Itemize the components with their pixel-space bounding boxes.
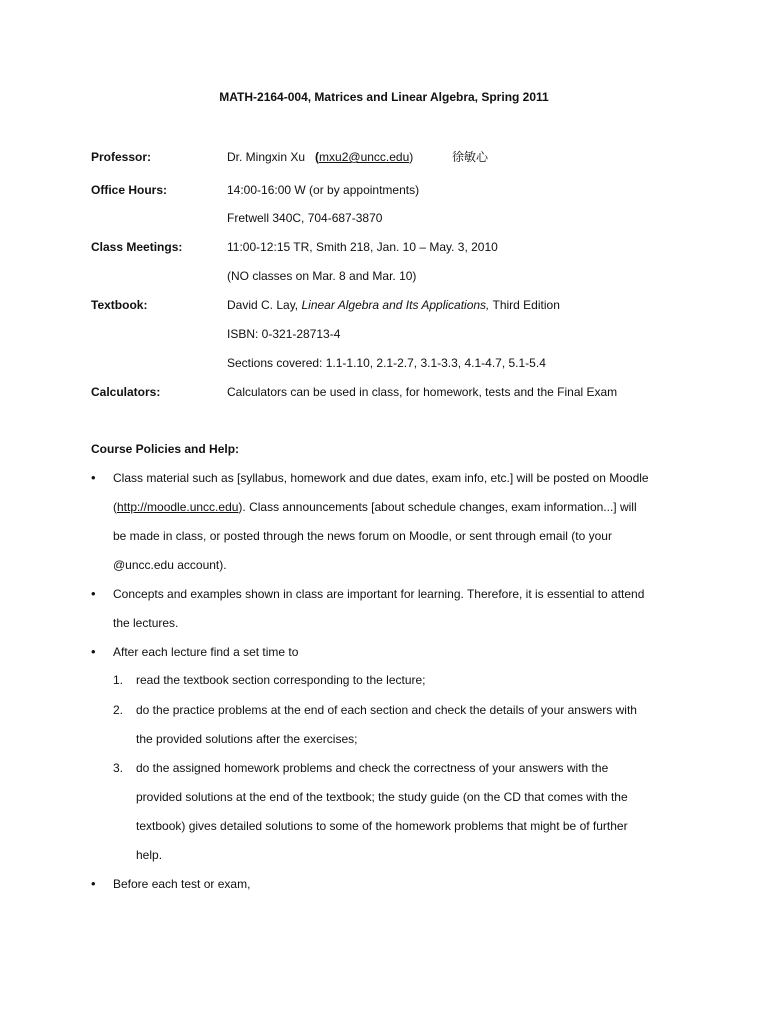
class-meetings-schedule: 11:00-12:15 TR, Smith 218, Jan. 10 – May. 3, 2010 [227,240,498,254]
professor-label: Professor: [91,150,152,164]
numbered-2-line-2: the provided solutions after the exercises; [136,732,358,746]
office-hours-time: 14:00-16:00 W (or by appointments) [227,183,420,197]
moodle-link[interactable]: http://moodle.uncc.edu [117,500,239,514]
bullet-1-line-3: be made in class, or posted through the news forum on Moodle, or sent through email (to your [113,529,612,543]
textbook-citation [227,297,560,313]
calculators-text: Calculators can be used in class, for homework, tests and the Final Exam [227,385,618,399]
bullet-icon: • [91,470,96,485]
office-hours-label: Office Hours: [91,183,168,197]
list-number-3: 3. [113,761,124,775]
bullet-1-line-2-rest: ). Class announcements [about schedule changes, exam information...] will [238,500,637,514]
professor-chinese-name: 徐敏心 [452,150,489,164]
numbered-3-line-2: provided solutions at the end of the textbook; the study guide (on the CD that comes with the [136,790,628,804]
bullet-2-line-2: the lectures. [113,616,179,630]
class-meetings-note: (NO classes on Mar. 8 and Mar. 10) [227,269,417,283]
professor-value [227,149,413,165]
email-close-paren: ) [409,150,414,164]
bullet-1-line-2 [113,499,637,515]
textbook-isbn: ISBN: 0-321-28713-4 [227,327,341,341]
numbered-3-line-3: textbook) gives detailed solutions to some of the homework problems that might be of further [136,819,628,833]
bullet-1-line-1: Class material such as [syllabus, homework and due dates, exam info, etc.] will be posted on Moodle [113,471,649,485]
textbook-author: David C. Lay, [227,298,302,312]
list-number-2: 2. [113,703,124,717]
bullet-icon: • [91,876,96,891]
professor-name: Dr. Mingxin Xu [227,150,306,164]
office-location: Fretwell 340C, 704-687-3870 [227,211,383,225]
numbered-3-line-1: do the assigned homework problems and check the correctness of your answers with the [136,761,609,775]
bullet-2-line-1: Concepts and examples shown in class are important for learning. Therefore, it is essential to attend [113,587,645,601]
email-open-paren: ( [315,150,320,164]
bullet-4-line-1: Before each test or exam, [113,877,251,891]
numbered-1-line-1: read the textbook section corresponding to the lecture; [136,673,426,687]
textbook-title: Linear Algebra and Its Applications, [301,298,490,312]
numbered-3-line-4: help. [136,848,163,862]
class-meetings-label: Class Meetings: [91,240,183,254]
calculators-label: Calculators: [91,385,161,399]
moodle-open-paren: ( [113,500,117,514]
textbook-edition: Third Edition [489,298,560,312]
textbook-label: Textbook: [91,298,148,312]
bullet-1-line-4: @uncc.edu account). [113,558,227,572]
bullet-icon: • [91,644,96,659]
numbered-2-line-1: do the practice problems at the end of each section and check the details of your answers with [136,703,637,717]
bullet-3-line-1: After each lecture find a set time to [113,645,299,659]
textbook-sections: Sections covered: 1.1-1.10, 2.1-2.7, 3.1-3.3, 4.1-4.7, 5.1-5.4 [227,356,546,370]
list-number-1: 1. [113,673,124,687]
professor-email-link[interactable]: mxu2@uncc.edu [319,150,410,164]
policies-heading: Course Policies and Help: [91,442,240,456]
document-title: MATH-2164-004, Matrices and Linear Algebra, Spring 2011 [219,90,549,104]
bullet-icon: • [91,586,96,601]
